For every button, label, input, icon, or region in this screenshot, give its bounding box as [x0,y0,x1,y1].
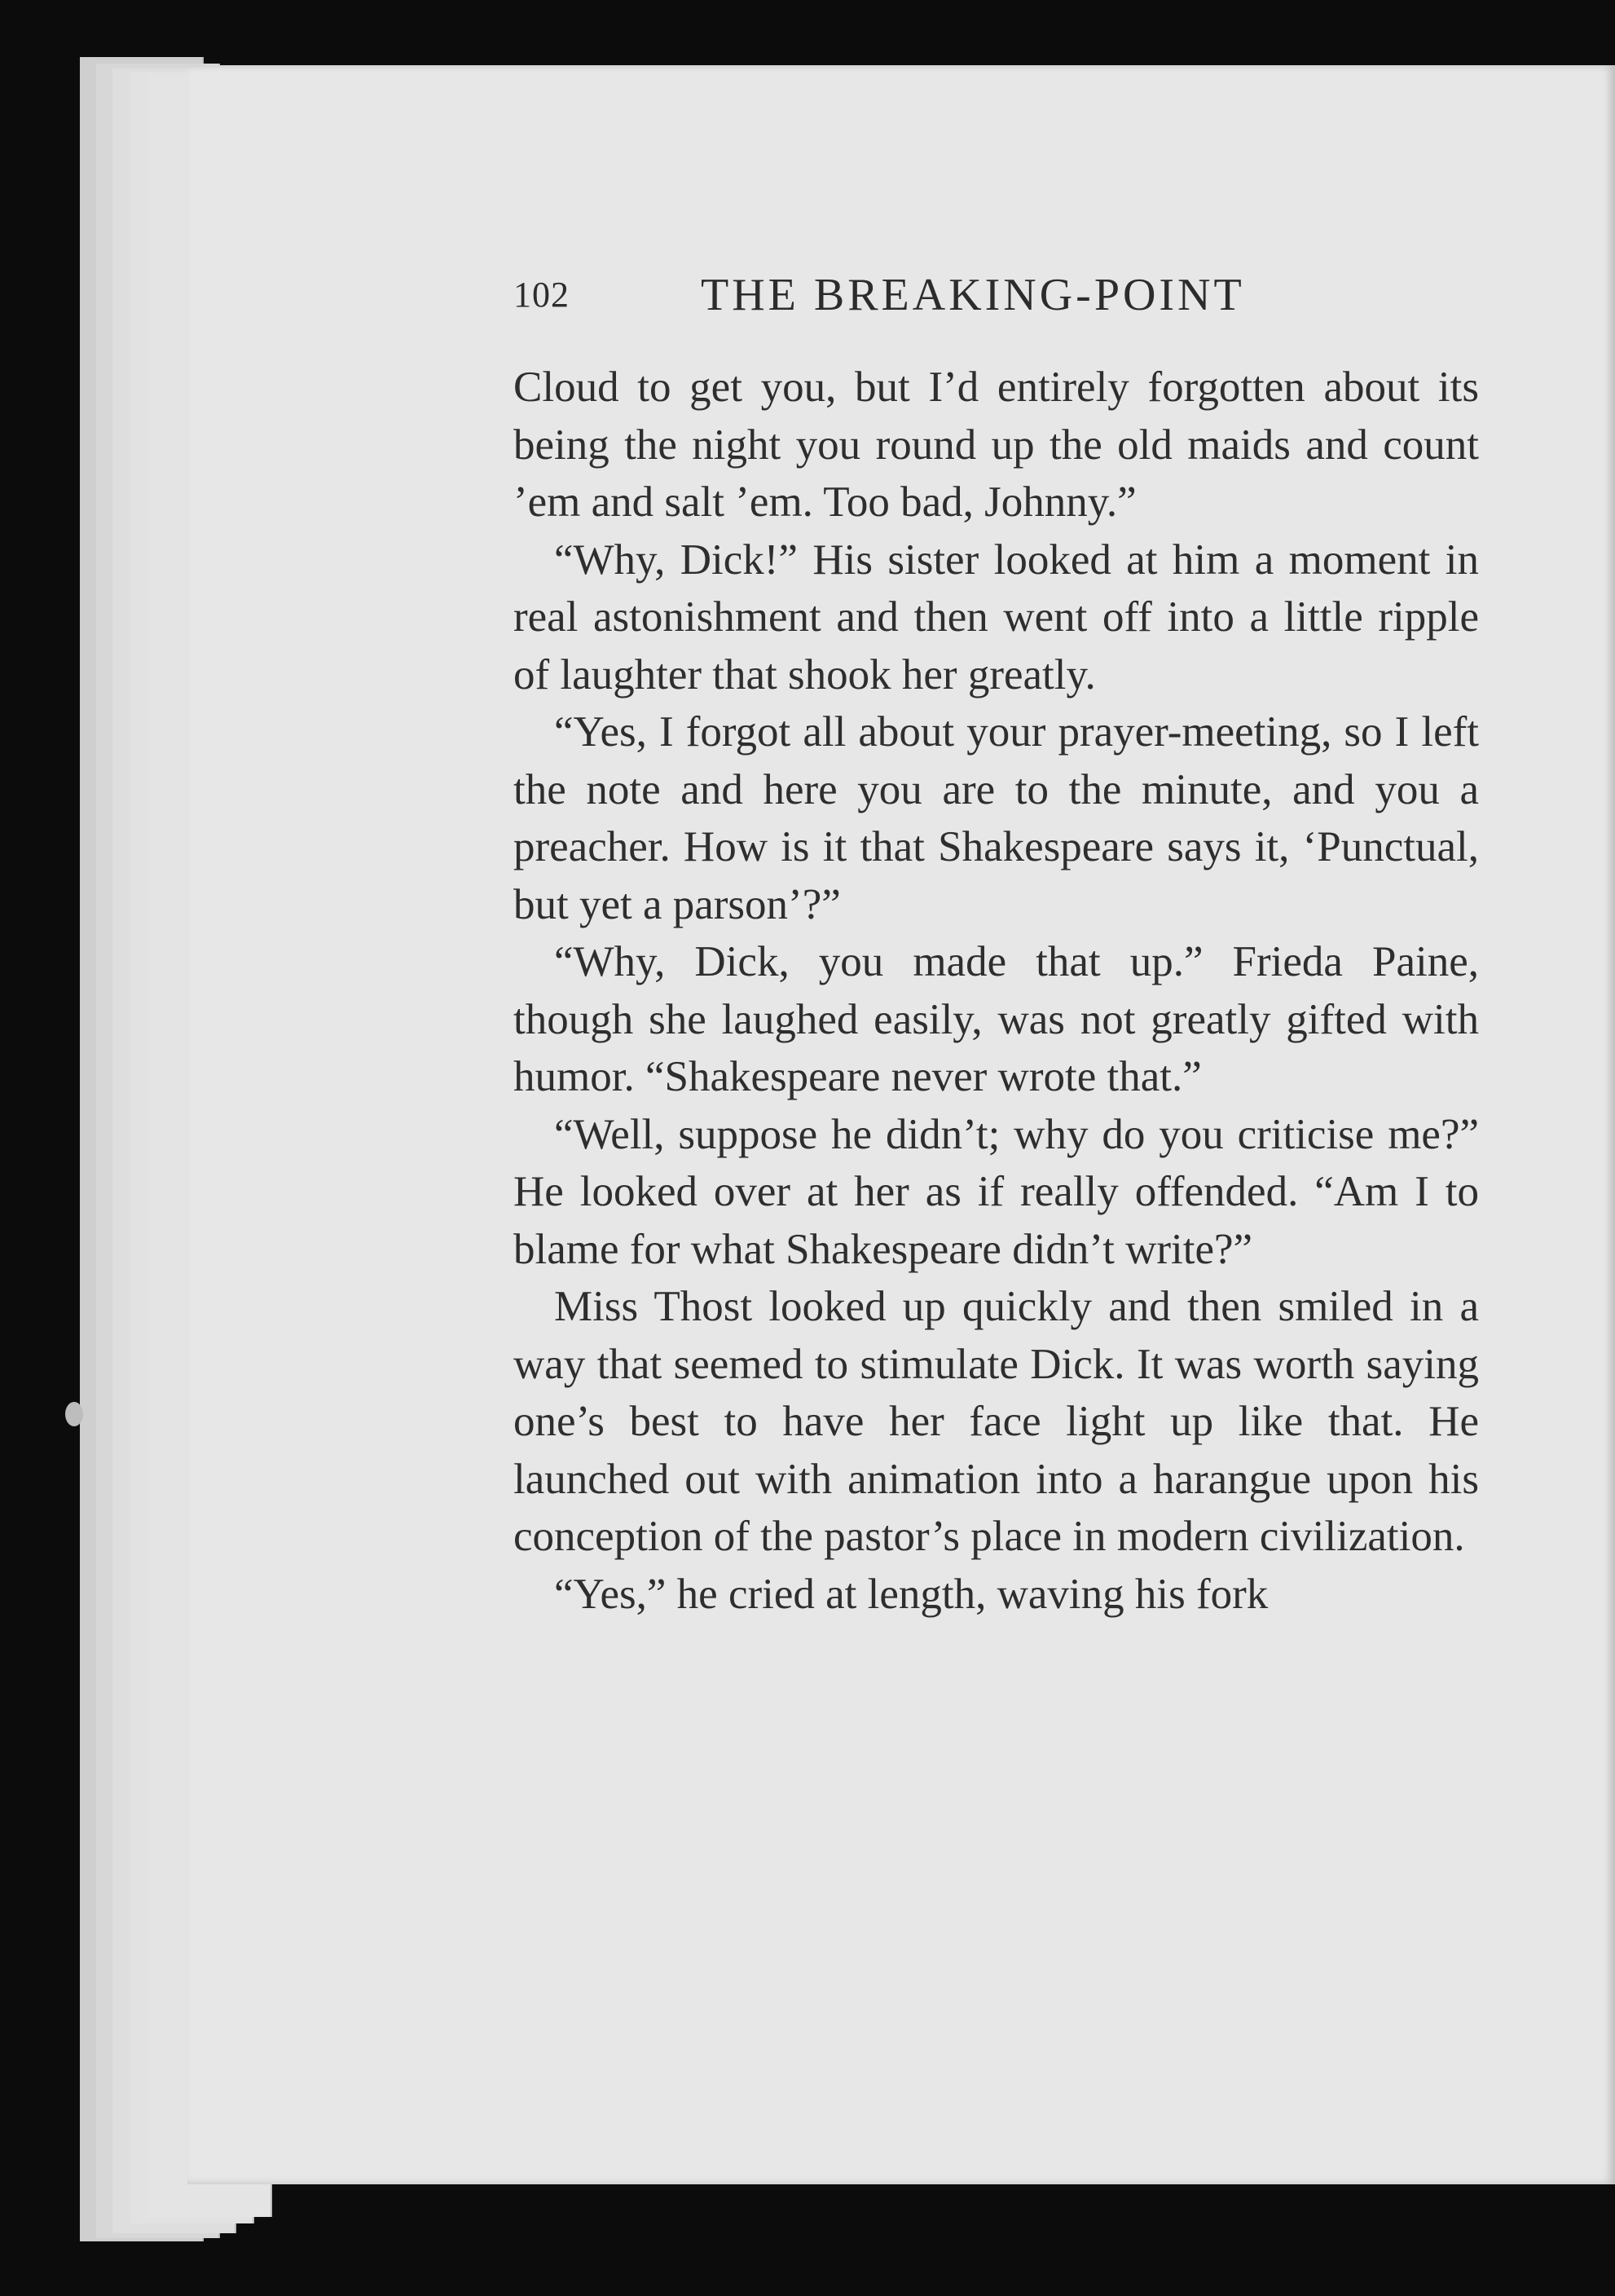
page-header [513,269,1475,334]
paragraph: Cloud to get you, but I’d entirely forgotten about its being the night you round up the old maids and count ’em and salt ’em. Too bad, Johnny.” [513,364,1479,526]
paragraph: “Why, Dick, you made that up.” Frieda Paine, though she laughed easily, was not greatly gifted with humor. “Shakespeare never wrote that.” [513,938,1479,1100]
body-text [513,359,1479,1623]
page-blemish [65,1402,83,1426]
paragraph: “Well, suppose he didn’t; why do you criticise me?” He looked over at her as if really offended. “Am I to blame for what Shakespeare didn’t write?” [513,1110,1479,1273]
running-head: THE BREAKING-POINT [701,270,1245,320]
paragraph: “Why, Dick!” His sister looked at him a moment in real astonishment and then went off into a little ripple of laughter that shook her greatly. [513,535,1479,698]
paragraph: “Yes,” he cried at length, waving his fork [554,1570,1269,1618]
page-number: 102 [513,275,570,315]
paragraph: Miss Thost looked up quickly and then smiled in a way that seemed to stimulate Dick. It was worth saying one’s best to have her face light up like that. He launched out with animation into a harangue upon his conception of the pastor’s place in modern civilization. [513,1283,1479,1560]
paragraph: “Yes, I forgot all about your prayer-meeting, so I left the note and here you are to the minute, and you a preacher. How is it that Shakespeare says it, ‘Punctual, but yet a parson’?” [513,708,1479,928]
